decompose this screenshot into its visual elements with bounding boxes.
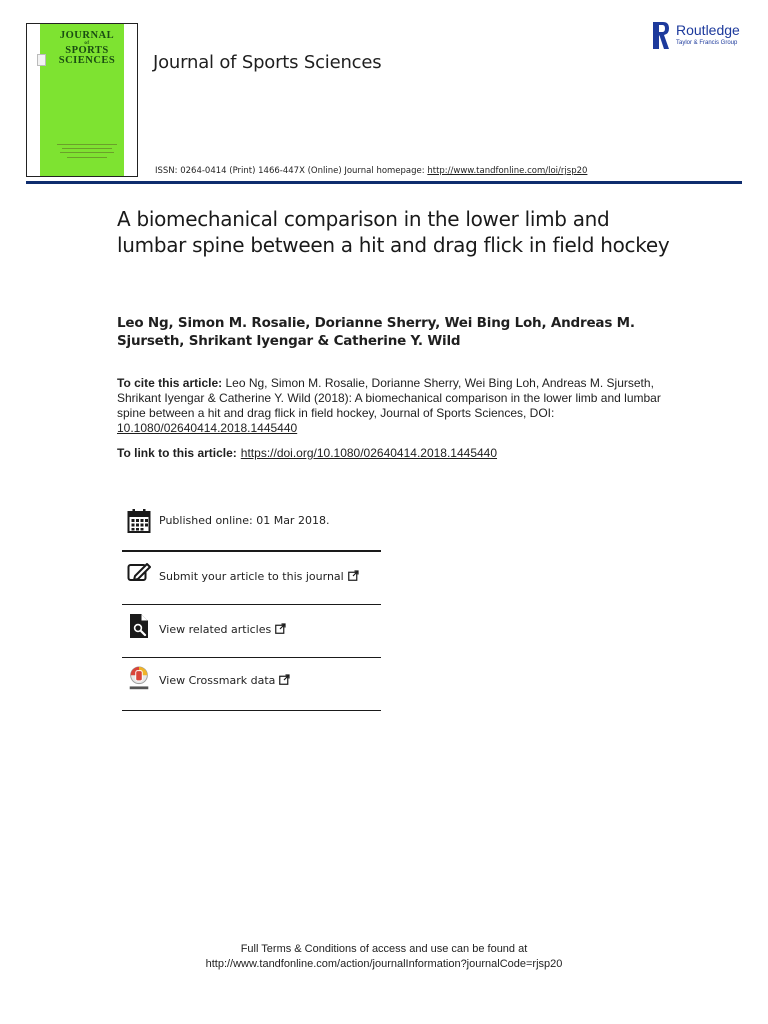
citation-block [117, 376, 677, 436]
link-block [117, 446, 677, 461]
publisher-logo[interactable] [653, 22, 753, 52]
search-document-icon [127, 613, 151, 639]
submit-article-label [159, 570, 359, 583]
external-link-icon [348, 570, 359, 581]
header-divider [26, 181, 742, 184]
article-actions [122, 498, 381, 711]
crossmark-text: View Crossmark data [159, 674, 276, 687]
cover-title [47, 31, 127, 66]
cover-emblem [37, 54, 46, 66]
journal-cover [26, 23, 138, 177]
terms-line1: Full Terms & Conditions of access and use can be found at [240, 943, 528, 955]
cover-title-line1: JOURNAL [59, 30, 115, 41]
calendar-icon [127, 508, 151, 534]
cite-text: Leo Ng, Simon M. Rosalie, Dorianne Sherry, Wei Bing Loh, Andreas M. Sjurseth, Shrikant Iyengar & Catherine Y. Wild (2018): A biomechanical comparison in the lower limb and lumbar spine between a hit and drag flick in field hockey, Journal of Sports Sciences, DOI: [117, 376, 661, 420]
external-link-icon [275, 623, 286, 634]
publisher-group: Taylor & Francis Group [676, 40, 738, 46]
link-label: To link to this article: [117, 446, 237, 460]
issn-line [155, 166, 587, 176]
crossmark-row[interactable] [122, 658, 381, 711]
cite-label: To cite this article: [117, 376, 223, 390]
related-articles-row[interactable] [122, 605, 381, 658]
edit-icon [127, 561, 151, 587]
crossmark-icon [127, 666, 151, 692]
cite-doi-link[interactable]: 10.1080/02640414.2018.1445440 [117, 421, 298, 435]
cover-line [57, 144, 117, 145]
cover-line [67, 157, 107, 158]
related-articles-text: View related articles [159, 623, 272, 636]
cover-line [62, 148, 112, 149]
article-title: A biomechanical comparison in the lower limb and lumbar spine between a hit and drag flick in field hockey [117, 207, 670, 257]
cover-title-line3: SCIENCES [58, 55, 116, 66]
related-articles-label [159, 623, 286, 636]
publisher-name: Routledge [676, 22, 740, 38]
cover-title-line2: SPORTS [65, 45, 109, 56]
crossmark-label [159, 674, 290, 687]
journal-homepage-link[interactable]: http://www.tandfonline.com/loi/rjsp20 [427, 166, 588, 176]
article-authors: Leo Ng, Simon M. Rosalie, Dorianne Sherry, Wei Bing Loh, Andreas M. Sjurseth, Shrikant Iyengar & Catherine Y. Wild [117, 315, 635, 349]
terms-line2[interactable]: http://www.tandfonline.com/action/journalInformation?journalCode=rjsp20 [205, 958, 563, 970]
published-online-row [122, 498, 381, 552]
external-link-icon [279, 674, 290, 685]
submit-article-row[interactable] [122, 552, 381, 605]
terms-footer [0, 942, 768, 972]
submit-article-text: Submit your article to this journal [159, 570, 344, 583]
cover-line [60, 152, 114, 153]
published-online-label: Published online: 01 Mar 2018. [159, 514, 330, 527]
journal-name: Journal of Sports Sciences [153, 52, 382, 73]
cover-title-of: of [84, 41, 90, 46]
article-doi-link[interactable]: https://doi.org/10.1080/02640414.2018.1445440 [240, 446, 498, 460]
routledge-r-logo-icon [653, 22, 669, 49]
issn-text: ISSN: 0264-0414 (Print) 1466-447X (Online) Journal homepage: [155, 166, 428, 176]
